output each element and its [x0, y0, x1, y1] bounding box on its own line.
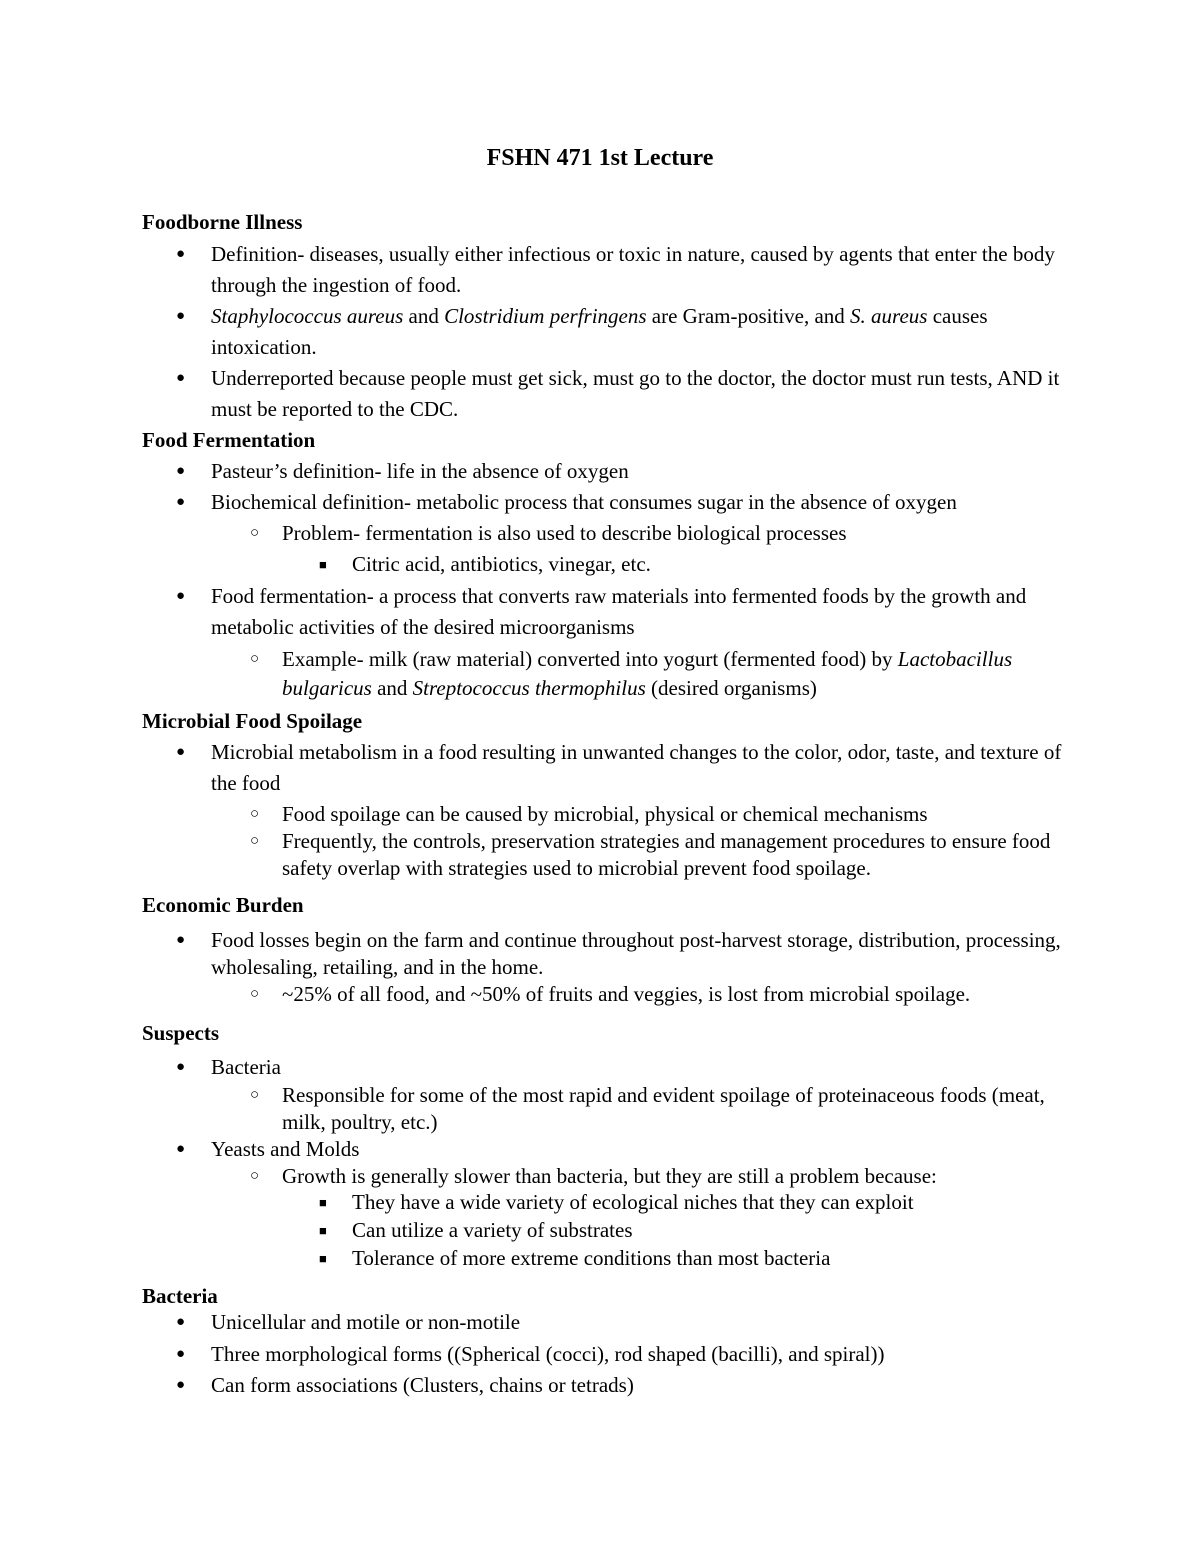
- list-item-text: are Gram-positive, and: [646, 304, 851, 328]
- list-item: [250, 828, 1082, 882]
- bullet-icon: ○: [250, 1168, 260, 1184]
- list-item-text: Problem- fermentation is also used to describe biological processes: [282, 521, 847, 545]
- list-item-text: ~25% of all food, and ~50% of fruits and veggies, is lost from microbial spoilage.: [282, 982, 971, 1006]
- list-item: [176, 1370, 1071, 1401]
- list-item-text: causes intoxication.: [211, 304, 988, 359]
- list-item: [250, 1082, 1082, 1136]
- list-item: [250, 520, 1082, 547]
- list-item: [176, 363, 1071, 425]
- bullet-icon: ●: [176, 494, 186, 510]
- list-item-text: Example- milk (raw material) converted into yogurt (fermented food) by: [282, 647, 898, 671]
- bullet-icon: ●: [176, 744, 186, 760]
- list-item: [176, 737, 1071, 799]
- list-item-text: Growth is generally slower than bacteria, but they are still a problem because:: [282, 1164, 937, 1188]
- list-item-text: Food fermentation- a process that converts raw materials into fermented foods by the growth and metabolic activities of the desired microorganisms: [211, 584, 1027, 639]
- bullet-icon: ○: [250, 525, 260, 541]
- list-item-text: and: [371, 676, 413, 700]
- list-item-text: They have a wide variety of ecological niches that they can exploit: [352, 1190, 914, 1214]
- list-item-text: and: [403, 304, 445, 328]
- bullet-icon: ■: [319, 1223, 327, 1238]
- list-item: [176, 239, 1071, 301]
- list-item-text: Definition- diseases, usually either infectious or toxic in nature, caused by agents that enter the body through the ingestion of food.: [211, 242, 1055, 297]
- bullet-icon: ■: [319, 1251, 327, 1266]
- list-item-text: Bacteria: [211, 1055, 281, 1079]
- bullet-icon: ●: [176, 1059, 186, 1075]
- bullet-icon: ●: [176, 588, 186, 604]
- list-item: [176, 1136, 1071, 1163]
- list-item: [176, 487, 1111, 518]
- heading-bacteria: Bacteria: [142, 1284, 218, 1308]
- bullet-icon: ■: [319, 557, 327, 572]
- bullet-icon: ●: [176, 1141, 186, 1157]
- bullet-icon: ○: [250, 651, 260, 667]
- bullet-icon: ●: [176, 1377, 186, 1393]
- list-item: [250, 801, 1082, 828]
- list-item-text: Food losses begin on the farm and continue throughout post-harvest storage, distribution, processing, wholesaling, retailing, and in the home.: [211, 928, 1061, 979]
- list-item: [319, 549, 1092, 580]
- list-item: [176, 456, 1071, 487]
- heading-food-fermentation: Food Fermentation: [142, 428, 316, 452]
- list-item: [176, 1339, 1071, 1370]
- heading-foodborne-illness: Foodborne Illness: [142, 210, 303, 234]
- list-item: [319, 1217, 1092, 1244]
- bullet-icon: ○: [250, 1087, 260, 1103]
- list-item-text: Citric acid, antibiotics, vinegar, etc.: [352, 552, 651, 576]
- list-item: [319, 1189, 1092, 1216]
- bullet-icon: ○: [250, 986, 260, 1002]
- list-item-text: Unicellular and motile or non-motile: [211, 1310, 521, 1334]
- bullet-icon: ●: [176, 1346, 186, 1362]
- list-item-text: Microbial metabolism in a food resulting in unwanted changes to the color, odor, taste, and texture of the food: [211, 740, 1062, 795]
- bullet-icon: ○: [250, 833, 260, 849]
- list-item-text: Can utilize a variety of substrates: [352, 1218, 633, 1242]
- bullet-icon: ●: [176, 932, 186, 948]
- list-item-text: Pasteur’s definition- life in the absence of oxygen: [211, 459, 629, 483]
- species-name: Lactobacillus bulgaricus: [282, 647, 1013, 700]
- list-item-text: Responsible for some of the most rapid and evident spoilage of proteinaceous foods (meat, milk, poultry, etc.): [282, 1083, 1045, 1134]
- list-item-text: Three morphological forms ((Spherical (cocci), rod shaped (bacilli), and spiral)): [211, 1342, 885, 1366]
- list-item-text: Food spoilage can be caused by microbial, physical or chemical mechanisms: [282, 802, 928, 826]
- page-title: FSHN 471 1st Lecture: [486, 145, 714, 171]
- list-item: [250, 981, 1082, 1008]
- bullet-icon: ●: [176, 246, 186, 262]
- bullet-icon: ●: [176, 308, 186, 324]
- list-item-text: Frequently, the controls, preservation strategies and management procedures to ensure food safety overlap with strategies used to microbial prevent food spoilage.: [282, 829, 1051, 880]
- list-item-text: Underreported because people must get sick, must go to the doctor, the doctor must run tests, AND it must be reported to the CDC.: [211, 366, 1060, 421]
- bullet-icon: ■: [319, 1195, 327, 1210]
- heading-economic-burden: Economic Burden: [142, 893, 304, 917]
- species-name: Clostridium perfringens: [444, 304, 647, 328]
- bullet-icon: ●: [176, 370, 186, 386]
- list-item: [319, 1245, 1092, 1272]
- list-item-text: Can form associations (Clusters, chains or tetrads): [211, 1373, 634, 1397]
- list-item: [176, 1054, 1071, 1081]
- heading-suspects: Suspects: [142, 1021, 220, 1045]
- bullet-icon: ●: [176, 463, 186, 479]
- species-name: S. aureus: [850, 304, 928, 328]
- list-item: [176, 1307, 1071, 1338]
- list-item-text: (desired organisms): [645, 676, 817, 700]
- list-item: [250, 645, 1082, 703]
- bullet-icon: ●: [176, 1314, 186, 1330]
- species-name: Streptococcus thermophilus: [412, 676, 646, 700]
- list-item-text: Tolerance of more extreme conditions than most bacteria: [352, 1246, 831, 1270]
- list-item-text: Yeasts and Molds: [211, 1137, 360, 1161]
- list-item-text: Biochemical definition- metabolic process that consumes sugar in the absence of oxygen: [211, 490, 957, 514]
- heading-microbial-food-spoilage: Microbial Food Spoilage: [142, 709, 363, 733]
- list-item: [176, 927, 1071, 981]
- list-item: [250, 1163, 1082, 1190]
- list-item: [176, 301, 1071, 363]
- species-name: Staphylococcus aureus: [211, 304, 404, 328]
- list-item: [176, 581, 1071, 643]
- bullet-icon: ○: [250, 806, 260, 822]
